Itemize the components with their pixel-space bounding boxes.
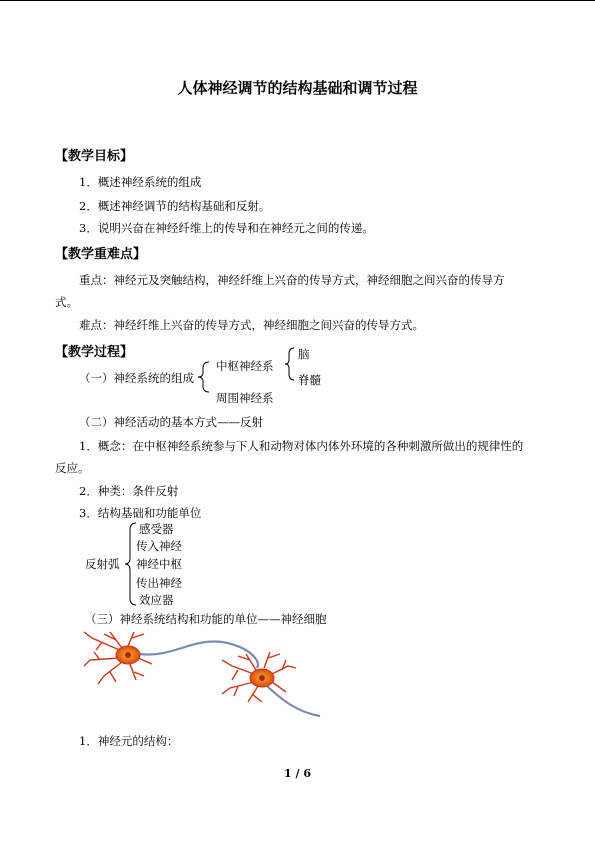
reflex-concept-line2: 反应。: [55, 461, 90, 475]
arc-item-receptor: 感受器: [139, 522, 174, 536]
top-border: [0, 0, 595, 1]
reflex-arc-label: 反射弧: [85, 557, 120, 571]
arc-item-afferent: 传入神经: [136, 539, 182, 553]
brain-label: 脑: [298, 347, 310, 361]
neuron-illustration: [82, 630, 327, 722]
process-heading: 【教学过程】: [55, 345, 134, 360]
neuron-structure-label: 1．神经元的结构：: [79, 734, 179, 748]
page-number: 1 / 6: [284, 767, 311, 780]
goal-item-3: 3．说明兴奋在神经纤维上的传导和在神经元之间的传递。: [79, 221, 374, 235]
key-points-heading: 【教学重难点】: [55, 247, 147, 262]
focus-text-line1: 重点：神经元及突触结构，神经纤维上兴奋的传导方式，神经细胞之间兴奋的传导方: [79, 273, 505, 287]
goal-item-1: 1．概述神经系统的组成: [79, 175, 202, 189]
neuron-section-label: （三）神经系统结构和功能的单位——神经细胞: [85, 612, 327, 626]
focus-text-line2: 式。: [55, 295, 78, 309]
arc-item-effector: 效应器: [139, 593, 174, 607]
difficult-text: 难点：神经纤维上兴奋的传导方式，神经细胞之间兴奋的传导方式。: [79, 318, 424, 332]
central-brace: [284, 347, 296, 381]
central-nervous-system: 中枢神经系: [216, 359, 274, 373]
reflex-structure: 3．结构基础和功能单位: [79, 506, 202, 520]
composition-brace: [197, 361, 211, 393]
nervous-system-composition-label: （一）神经系统的组成: [79, 371, 194, 385]
arc-item-center: 神经中枢: [136, 557, 182, 571]
reflex-types: 2．种类：条件反射: [79, 484, 179, 498]
reflex-concept-line1: 1．概念：在中枢神经系统参与下人和动物对体内体外环境的各种刺激所做出的规律性的: [79, 439, 524, 453]
arc-item-efferent: 传出神经: [136, 576, 182, 590]
goals-heading: 【教学目标】: [55, 149, 134, 164]
spinal-cord-label: 脊髓: [298, 373, 321, 387]
peripheral-nervous-system: 周围神经系: [216, 391, 274, 405]
page-title: 人体神经调节的结构基础和调节过程: [177, 79, 418, 97]
goal-item-2: 2．概述神经调节的结构基础和反射。: [79, 199, 271, 213]
reflex-section-label: （二）神经活动的基本方式——反射: [79, 415, 263, 429]
